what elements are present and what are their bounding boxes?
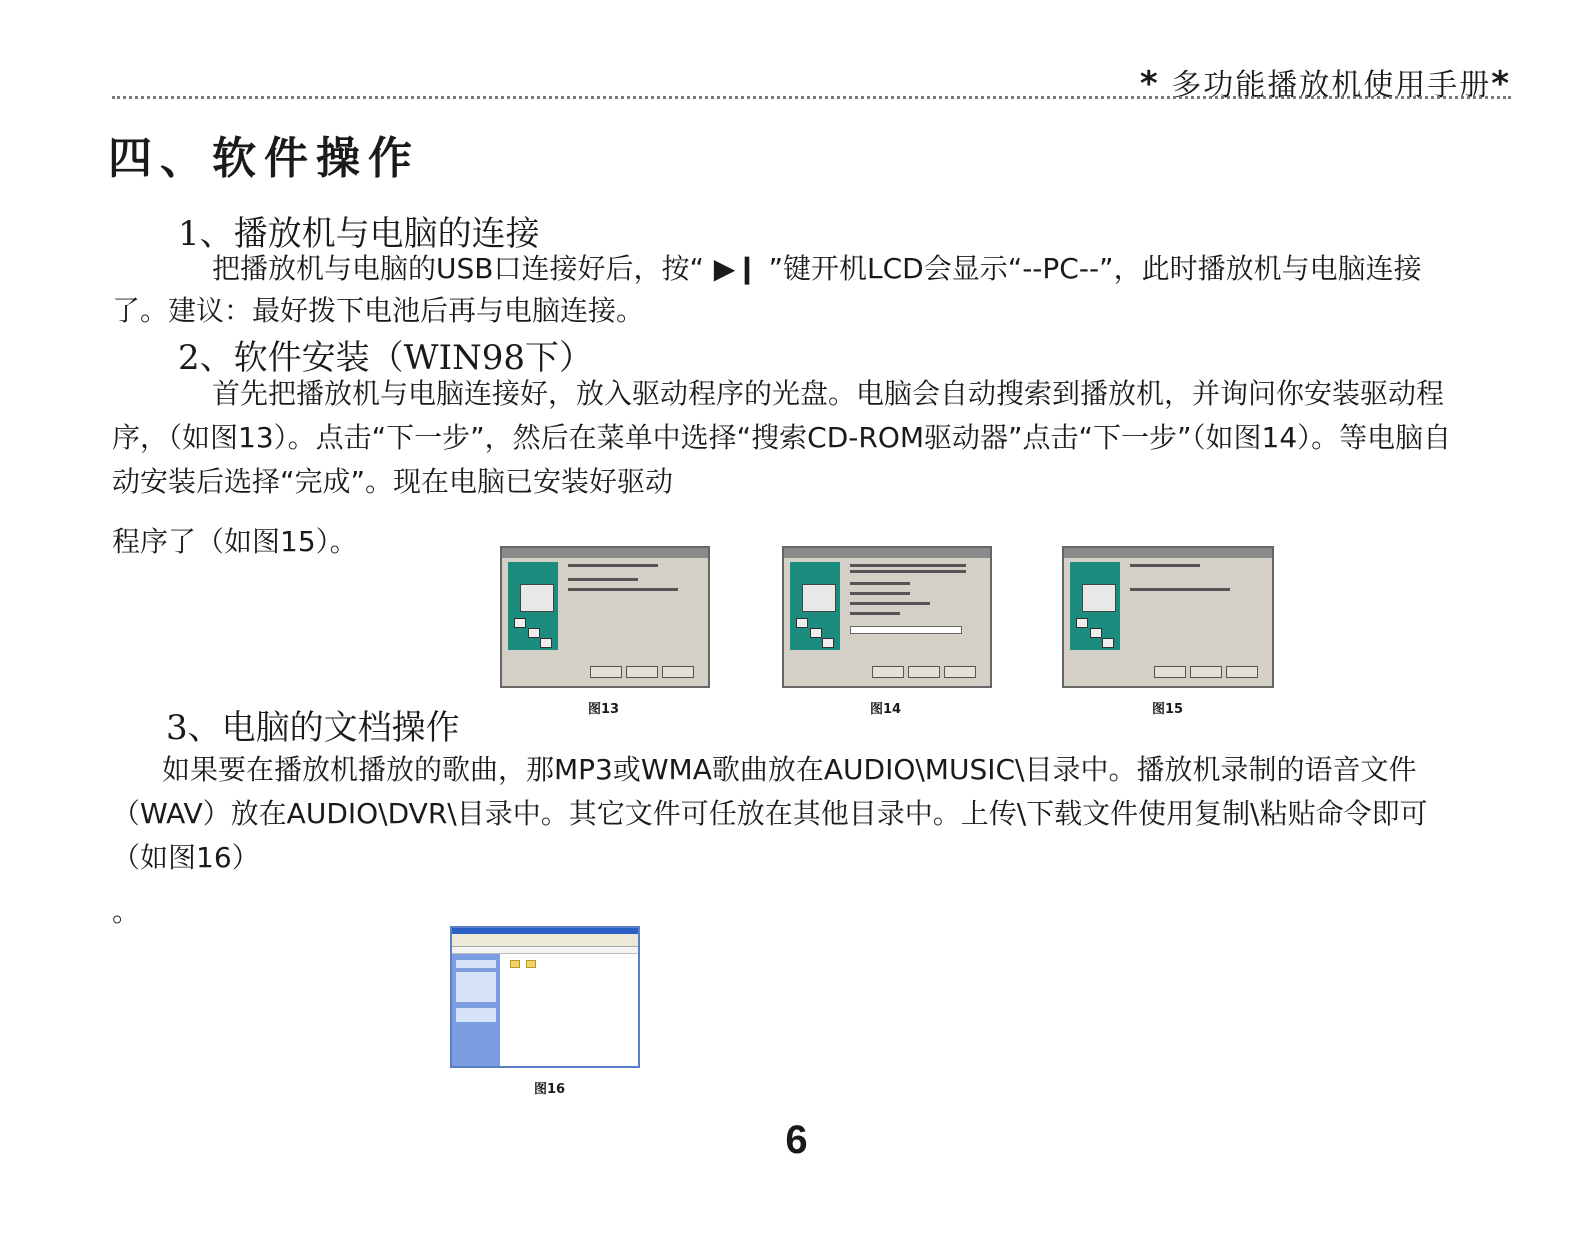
- subsection-heading-2: 2、软件安装（WIN98下）: [178, 338, 594, 378]
- paragraph-install-tail: 程序了（如图15）。: [112, 525, 358, 558]
- figure-16-screenshot: [450, 926, 640, 1068]
- header-title: 多功能播放机使用手册: [1159, 68, 1492, 103]
- dotted-rule: [112, 96, 1511, 99]
- paragraph-connection-text-b: ”键开机LCD会显示“--PC--”，此时播放机与电脑连接了。建议：最好拨下电池后再与电脑连接。: [112, 252, 1422, 327]
- figure-16-caption: 图16: [534, 1082, 566, 1097]
- figure-14-screenshot: [782, 546, 992, 688]
- paragraph-file-ops: 如果要在播放机播放的歌曲，那MP3或WMA歌曲放在AUDIO\MUSIC\目录中。播放机录制的语音文件（WAV）放在AUDIO\DVR\目录中。其它文件可任放在其他目录中。上传\下载文件使用复制\粘贴命令即可（如图16）: [112, 753, 1428, 874]
- paragraph-connection-text-a: 把播放机与电脑的USB口连接好后，按“: [212, 252, 704, 285]
- play-pause-icon: ▶❙: [703, 252, 769, 285]
- figure-13-caption: 图13: [588, 702, 620, 717]
- paragraph-file-ops-tail: 。: [112, 895, 141, 928]
- figure-13-screenshot: [500, 546, 710, 688]
- header-star-left: *: [1139, 64, 1160, 104]
- figure-15-caption: 图15: [1152, 702, 1184, 717]
- subsection-heading-1: 1、播放机与电脑的连接: [178, 214, 540, 254]
- page-number: 6: [785, 1118, 808, 1162]
- paragraph-install: 首先把播放机与电脑连接好，放入驱动程序的光盘。电脑会自动搜索到播放机，并询问你安装驱动程序，（如图13）。点击“下一步”，然后在菜单中选择“搜索CD-ROM驱动器”点击“下一步”（如图14）。等电脑自动安装后选择“完成”。现在电脑已安装好驱动: [112, 377, 1452, 498]
- figure-15-screenshot: [1062, 546, 1274, 688]
- header-star-right: *: [1491, 64, 1511, 104]
- subsection-heading-3: 3、电脑的文档操作: [166, 708, 460, 748]
- section-title: 四、软件操作: [108, 133, 420, 184]
- figure-14-caption: 图14: [870, 702, 902, 717]
- paragraph-connection: [112, 248, 1472, 332]
